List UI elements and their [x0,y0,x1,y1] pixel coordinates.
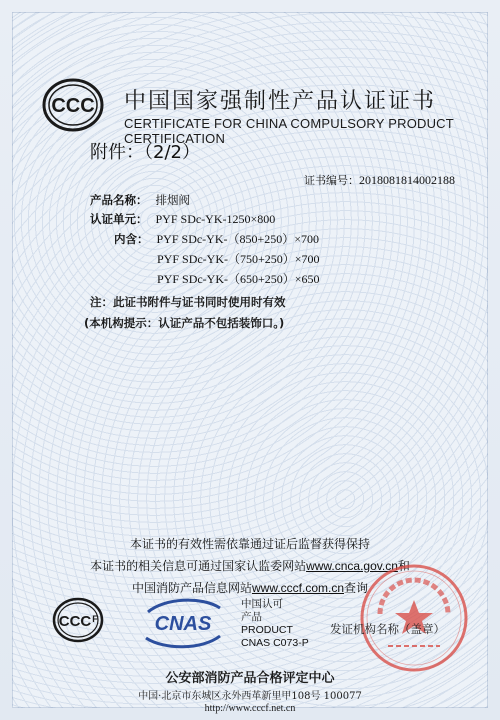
appendix-label: 附件：（2/2） [90,142,200,163]
title-en: CERTIFICATE FOR CHINA COMPULSORY PRODUCT CERTIFICATION [124,116,454,146]
certificate-page [12,12,488,714]
cccf-logo-letter: F [92,614,98,624]
note-validity: 注：此证书附件与证书同时使用时有效 [90,295,286,309]
cnas-logo-icon [142,594,224,652]
validity-line-3-suffix: 查询 [344,581,369,595]
issuer-label: 发证机构名称（盖章） [330,622,445,636]
cccf-logo-text: CCC [58,613,92,630]
certification-unit-value: PYF SDc-YK-1250×800 [155,212,276,226]
accreditation-line-4: CNAS C073-P [241,637,309,649]
note-institution: (本机构提示：认证产品不包括装饰口。) [84,316,285,330]
contents-item: PYF SDc-YK-（850+250）×700 [156,232,320,246]
certification-unit-label: 认证单元： [90,212,148,226]
red-seal-icon [358,562,470,674]
validity-line-2-suffix: 和 [397,559,410,573]
contents-item: PYF SDc-YK-（650+250）×650 [157,272,320,286]
accreditation-line-2: 产品 [241,611,262,623]
certification-unit-row [90,211,275,227]
contents-item-row [157,250,320,267]
validity-line-2-prefix: 本证书的相关信息可通过国家认监委网站 [90,559,307,573]
product-name-row [90,192,190,208]
contents-item: PYF SDc-YK-（750+250）×700 [157,252,320,266]
validity-line-1: 本证书的有效性需依靠通过证后监督获得保持 [129,537,370,551]
contents-label: 内含： [114,232,149,246]
contents-item-row [157,270,320,287]
contents-row [114,230,319,247]
cccf-logo-icon [52,594,104,646]
cccf-link[interactable]: www.cccf.com.cn [251,581,344,595]
footer-org-name: 公安部消防产品合格评定中心 [165,671,335,686]
accreditation-text [241,598,309,650]
ccc-logo-icon [42,74,104,136]
validity-line-3-prefix: 中国消防产品信息网站 [131,581,252,595]
ccc-logo-text: CCC [51,95,95,117]
product-name-label: 产品名称： [90,193,148,207]
footer-website[interactable]: http://www.cccf.net.cn [204,703,296,714]
cert-number-value: 2018081814002188 [359,173,455,187]
footer-address: 中国·北京市东城区永外西革新里甲108号 100077 [138,691,362,702]
cert-number [304,172,455,188]
title-cn: 中国国家强制性产品认证证书 [124,89,437,114]
cert-number-label: 证书编号： [304,174,359,187]
accreditation-line-3: PRODUCT [241,624,293,636]
cnca-link[interactable]: www.cnca.gov.cn [306,559,398,573]
product-name-value: 排烟阀 [155,193,190,207]
cnas-logo-text: CNAS [154,613,212,635]
accreditation-line-1: 中国认可 [241,598,283,610]
